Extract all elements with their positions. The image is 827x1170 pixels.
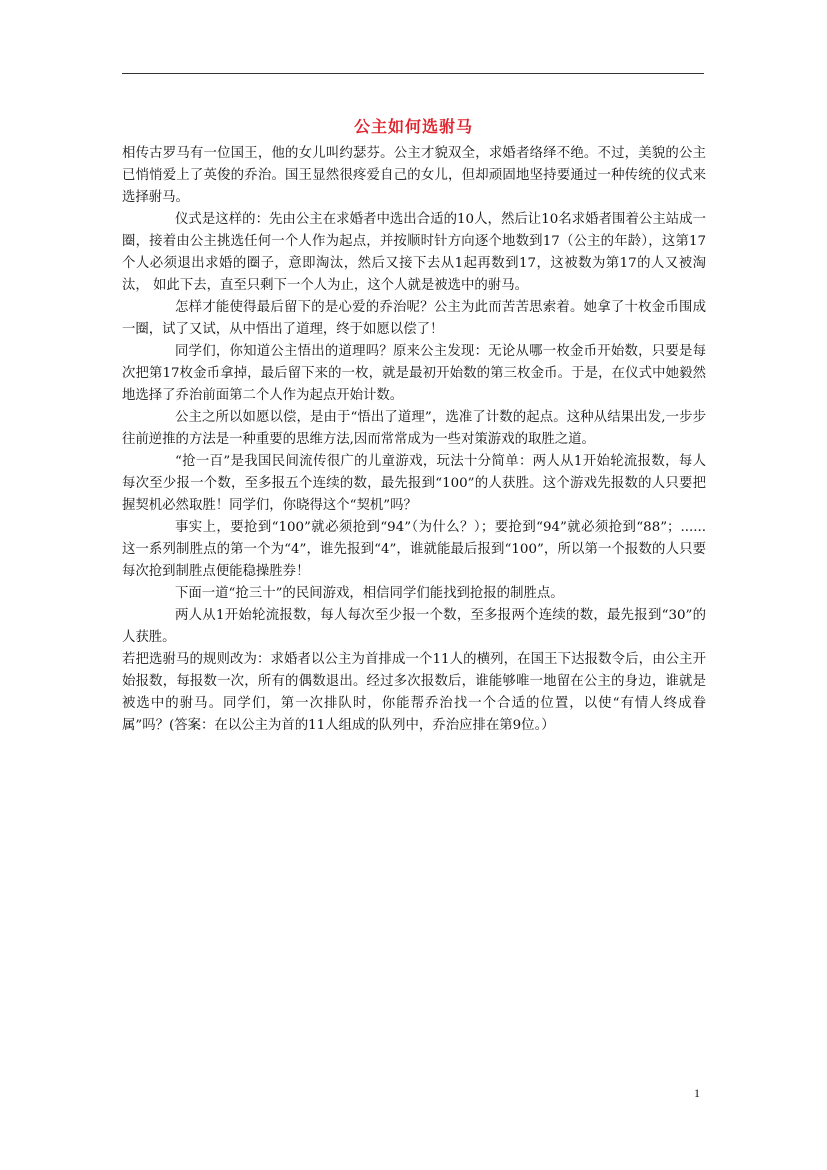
- paragraph: 若把选驸马的规则改为：求婚者以公主为首排成一个11人的横列，在国王下达报数令后，由公主开始报数，每报数一次，所有的偶数退出。经过多次报数后，谁能够唯一地留在公主的身边，谁就是被选中的驸马。同学们，第一次排队时，你能帮乔治找一个合适的位置，以使“有情人终成眷属”吗？(答案：在以公主为首的11人组成的队列中，乔治应排在第9位。）: [122, 652, 706, 733]
- paragraph: 相传古罗马有一位国王，他的女儿叫约瑟芬。公主才貌双全，求婚者络绎不绝。不过，美貌的公主已悄悄爱上了英俊的乔治。国王显然很疼爱自己的女儿，但却顽固地坚持要通过一种传统的仪式来选择驸马。: [122, 146, 706, 205]
- document-title: 公主如何选驸马: [353, 117, 473, 136]
- paragraph: 事实上，要抢到“100”就必须抢到“94”（为什么？）；要抢到“94”就必须抢到“88”；......这一系列制胜点的第一个为“4”，谁先报到“4”，谁就能最后报到“100”，所以第一个报数的人只要每次抢到制胜点便能稳操胜券！: [122, 520, 706, 579]
- page-number: 1: [694, 1086, 700, 1100]
- document-body: [122, 143, 706, 737]
- header-rule: [122, 73, 704, 74]
- paragraph: 同学们，你知道公主悟出的道理吗？原来公主发现：无论从哪一枚金币开始数，只要是每次把第17枚金币拿掉，最后留下来的一枚，就是最初开始数的第三枚金币。于是，在仪式中她毅然地选择了乔治前面第二个人作为起点开始计数。: [122, 344, 706, 403]
- paragraph: “抢一百”是我国民间流传很广的儿童游戏，玩法十分简单：两人从1开始轮流报数，每人每次至少报一个数，至多报五个连续的数，最先报到“100”的人获胜。这个游戏先报数的人只要把握契机必然取胜！同学们，你晓得这个“契机”吗？: [122, 454, 706, 513]
- paragraph: 仪式是这样的：先由公主在求婚者中选出合适的10人，然后让10名求婚者围着公主站成一圈，接着由公主挑选任何一个人作为起点，并按顺时针方向逐个地数到17（公主的年龄），这第17个人必须退出求婚的圈子，意即淘汰，然后又接下去从1起再数到17，这被数为第17的人又被淘汰， 如此下去，直至只剩下一个人为止，这个人就是被选中的驸马。: [122, 212, 706, 293]
- paragraph: 公主之所以如愿以偿，是由于“悟出了道理”，选准了计数的起点。这种从结果出发,一步步往前逆推的方法是一种重要的思维方法,因而常常成为一些对策游戏的取胜之道。: [122, 410, 706, 447]
- paragraph: 怎样才能使得最后留下的是心爱的乔治呢？公主为此而苦苦思索着。她拿了十枚金币围成一圈，试了又试，从中悟出了道理，终于如愿以偿了！: [122, 300, 706, 337]
- paragraph: 两人从1开始轮流报数，每人每次至少报一个数，至多报两个连续的数，最先报到“30”的人获胜。: [122, 608, 706, 645]
- paragraph: 下面一道“抢三十”的民间游戏，相信同学们能找到抢报的制胜点。: [175, 586, 564, 601]
